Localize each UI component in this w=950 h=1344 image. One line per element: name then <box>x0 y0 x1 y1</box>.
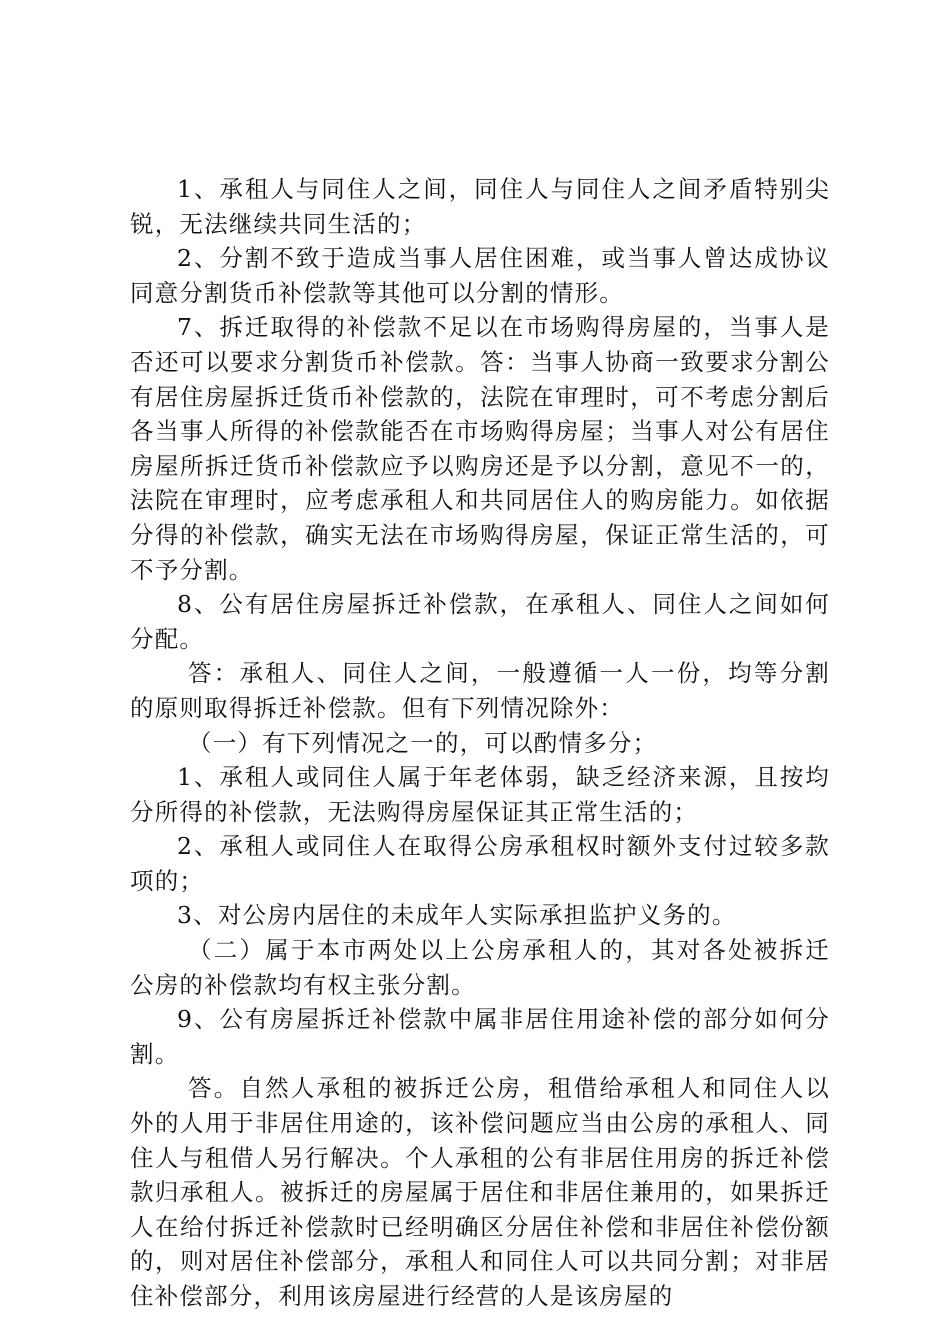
paragraph-item-2: 2、分割不致于造成当事人居住困难，或当事人曾达成协议同意分割货币补偿款等其他可以分割的情形。 <box>130 244 830 307</box>
paragraph-question-9: 9、公有房屋拆迁补偿款中属非居住用途补偿的部分如何分割。 <box>130 1005 830 1068</box>
paragraph-sub-item-3: 3、对公房内居住的未成年人实际承担监护义务的。 <box>177 901 737 930</box>
paragraph-answer-8: 答：承租人、同住人之间，一般遵循一人一份，均等分割的原则取得拆迁补偿款。但有下列情况除外： <box>130 659 830 722</box>
paragraph-subsection-1: （一）有下列情况之一的，可以酌情多分； <box>188 728 658 757</box>
paragraph-subsection-2: （二）属于本市两处以上公房承租人的，其对各处被拆迁公房的补偿款均有权主张分割。 <box>130 936 830 999</box>
paragraph-sub-item-1: 1、承租人或同住人属于年老体弱，缺乏经济来源，且按均分所得的补偿款，无法购得房屋保证其正常生活的； <box>130 763 830 826</box>
document-page <box>130 172 830 1314</box>
paragraph-answer-9: 答。自然人承租的被拆迁公房，租借给承租人和同住人以外的人用于非居住用途的，该补偿问题应当由公房的承租人、同住人与租借人另行解决。个人承租的公有非居住用房的拆迁补偿款归承租人。被拆迁的房屋属于居住和非居住兼用的，如果拆迁人在给付拆迁补偿款时已经明确区分居住补偿和非居住补偿份额的，则对居住补偿部分，承租人和同住人可以共同分割；对非居住补偿部分，利用该房屋进行经营的人是该房屋的 <box>130 1074 830 1310</box>
paragraph-item-1: 1、承租人与同住人之间，同住人与同住人之间矛盾特别尖锐，无法继续共同生活的； <box>130 175 830 238</box>
paragraph-sub-item-2: 2、承租人或同住人在取得公房承租权时额外支付过较多款项的； <box>130 832 830 895</box>
paragraph-question-7: 7、拆迁取得的补偿款不足以在市场购得房屋的，当事人是否还可以要求分割货币补偿款。答：当事人协商一致要求分割公有居住房屋拆迁货币补偿款的，法院在审理时，可不考虑分割后各当事人所得的补偿款能否在市场购得房屋；当事人对公有居住房屋所拆迁货币补偿款应予以购房还是予以分割，意见不一的，法院在审理时，应考虑承租人和共同居住人的购房能力。如依据分得的补偿款，确实无法在市场购得房屋，保证正常生活的，可不予分割。 <box>130 313 830 584</box>
paragraph-question-8: 8、公有居住房屋拆迁补偿款，在承租人、同住人之间如何分配。 <box>130 590 830 653</box>
